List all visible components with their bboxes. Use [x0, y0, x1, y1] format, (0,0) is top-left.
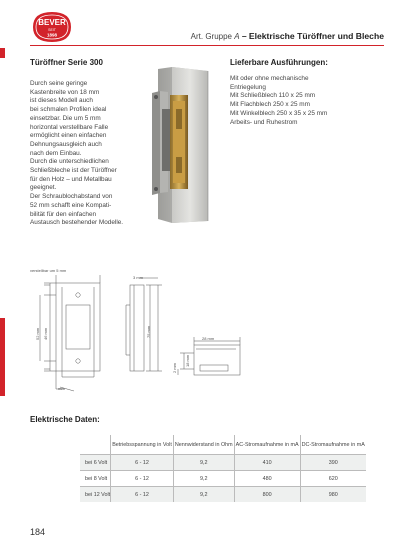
- label-mm: mm: [58, 386, 65, 391]
- label-75mm: 75 mm: [146, 325, 151, 338]
- table-cell: 390: [300, 455, 366, 471]
- text-line: Arbeits- und Ruhestrom: [230, 118, 298, 126]
- table-cell: 9,2: [173, 471, 234, 487]
- table-cell: 980: [300, 487, 366, 503]
- text-line: bei schmalen Profilen ideal: [30, 106, 107, 114]
- table-cell: 620: [300, 471, 366, 487]
- variants-title: Lieferbare Ausführungen:: [230, 58, 328, 67]
- text-line: Durch die unterschiedlichen: [30, 158, 109, 166]
- table-cell: 9,2: [173, 487, 234, 503]
- text-line: Durch seine geringe: [30, 80, 88, 87]
- text-line: Schließbleche ist der Türöffner: [30, 167, 117, 175]
- table-cell: 480: [234, 471, 300, 487]
- bever-logo: [30, 10, 74, 44]
- side-marker-top: [0, 48, 5, 58]
- text-line: Entriegelung: [230, 83, 266, 91]
- table-header: DC-Stromaufnahme in mA: [301, 441, 365, 448]
- text-line: Mit Flachblech 250 x 25 mm: [230, 101, 310, 109]
- series-title: Türöffner Serie 300: [30, 58, 103, 67]
- table-row: [80, 471, 366, 487]
- text-line: bilität für den einfachen: [30, 210, 97, 218]
- table-cell: bei 8 Volt: [80, 471, 111, 487]
- table-header: Betriebsspannung in Volt: [111, 435, 174, 455]
- group-letter: A: [234, 32, 240, 41]
- electrical-data-title: Elektrische Daten:: [30, 415, 100, 424]
- table-cell: 6 - 12: [111, 487, 174, 503]
- table-header: AC-Stromaufnahme in mA: [234, 435, 300, 455]
- table-cell: 800: [234, 487, 300, 503]
- text-line: Austausch bestehender Modelle.: [30, 219, 124, 227]
- text-line: Mit oder ohne mechanische: [230, 75, 309, 82]
- series-description: [30, 80, 123, 228]
- text-line: Mit Winkelblech 250 x 35 x 25 mm: [230, 109, 328, 117]
- page-number: 184: [30, 527, 46, 537]
- text-line: Kastenbreite von 18 mm: [30, 88, 100, 96]
- text-line: geeignet.: [30, 184, 57, 192]
- table-header-row: [80, 435, 366, 455]
- table-cell: 6 - 12: [111, 471, 174, 487]
- text-line: ist dieses Modell auch: [30, 97, 93, 105]
- table-cell: 6 - 12: [111, 455, 174, 471]
- text-line: einsetzbar. Die um 5 mm: [30, 114, 101, 122]
- table-header: [80, 435, 111, 455]
- logo-mid-text: SEIT: [48, 28, 56, 32]
- variants-list: [230, 75, 327, 127]
- electrical-data-table: [80, 435, 366, 502]
- label-adjust: verstellbar um 5 mm: [30, 268, 67, 273]
- table-cell: 410: [234, 455, 300, 471]
- text-line: ermöglicht einen einfachen: [30, 132, 107, 140]
- text-line: Dehnungsausgleich auch: [30, 140, 102, 148]
- text-line: 52 mm schafft eine Kompati-: [30, 201, 112, 209]
- text-line: horizontal verstellbare Falle: [30, 123, 109, 131]
- text-line: für den Holz – und Metallbau: [30, 175, 112, 183]
- page-title: Elektrische Türöffner und Bleche: [248, 31, 384, 41]
- table-cell: bei 12 Volt: [80, 487, 111, 503]
- page-header: [191, 31, 384, 41]
- header-divider: [30, 45, 384, 46]
- table-row: [80, 455, 366, 471]
- table-header: Nennwiderstand in Ohm: [173, 435, 234, 455]
- technical-drawing: [30, 265, 250, 400]
- label-28mm: 28 mm: [202, 336, 215, 341]
- group-prefix: Art. Gruppe: [190, 32, 233, 41]
- table-cell: 9,2: [173, 455, 234, 471]
- label-18mm: 18 mm: [185, 354, 190, 367]
- label-2mm: 2 mm: [172, 363, 177, 373]
- side-marker-middle: [0, 318, 5, 396]
- text-line: Der Schraublochabstand von: [30, 193, 113, 201]
- logo-year: 1898: [46, 32, 58, 38]
- label-3mm: 3 mm: [133, 275, 143, 280]
- logo-top-text: BEVER: [38, 18, 66, 27]
- label-52mm: 52 mm: [35, 327, 40, 340]
- label-46mm: 46 mm: [43, 327, 48, 340]
- product-photo: [150, 65, 212, 225]
- text-line: Mit Schließblech 110 x 25 mm: [230, 92, 316, 100]
- table-cell: bei 6 Volt: [80, 455, 111, 471]
- header-dash: –: [241, 31, 247, 41]
- text-line: nach dem Einbau.: [30, 149, 82, 157]
- table-row: [80, 487, 366, 503]
